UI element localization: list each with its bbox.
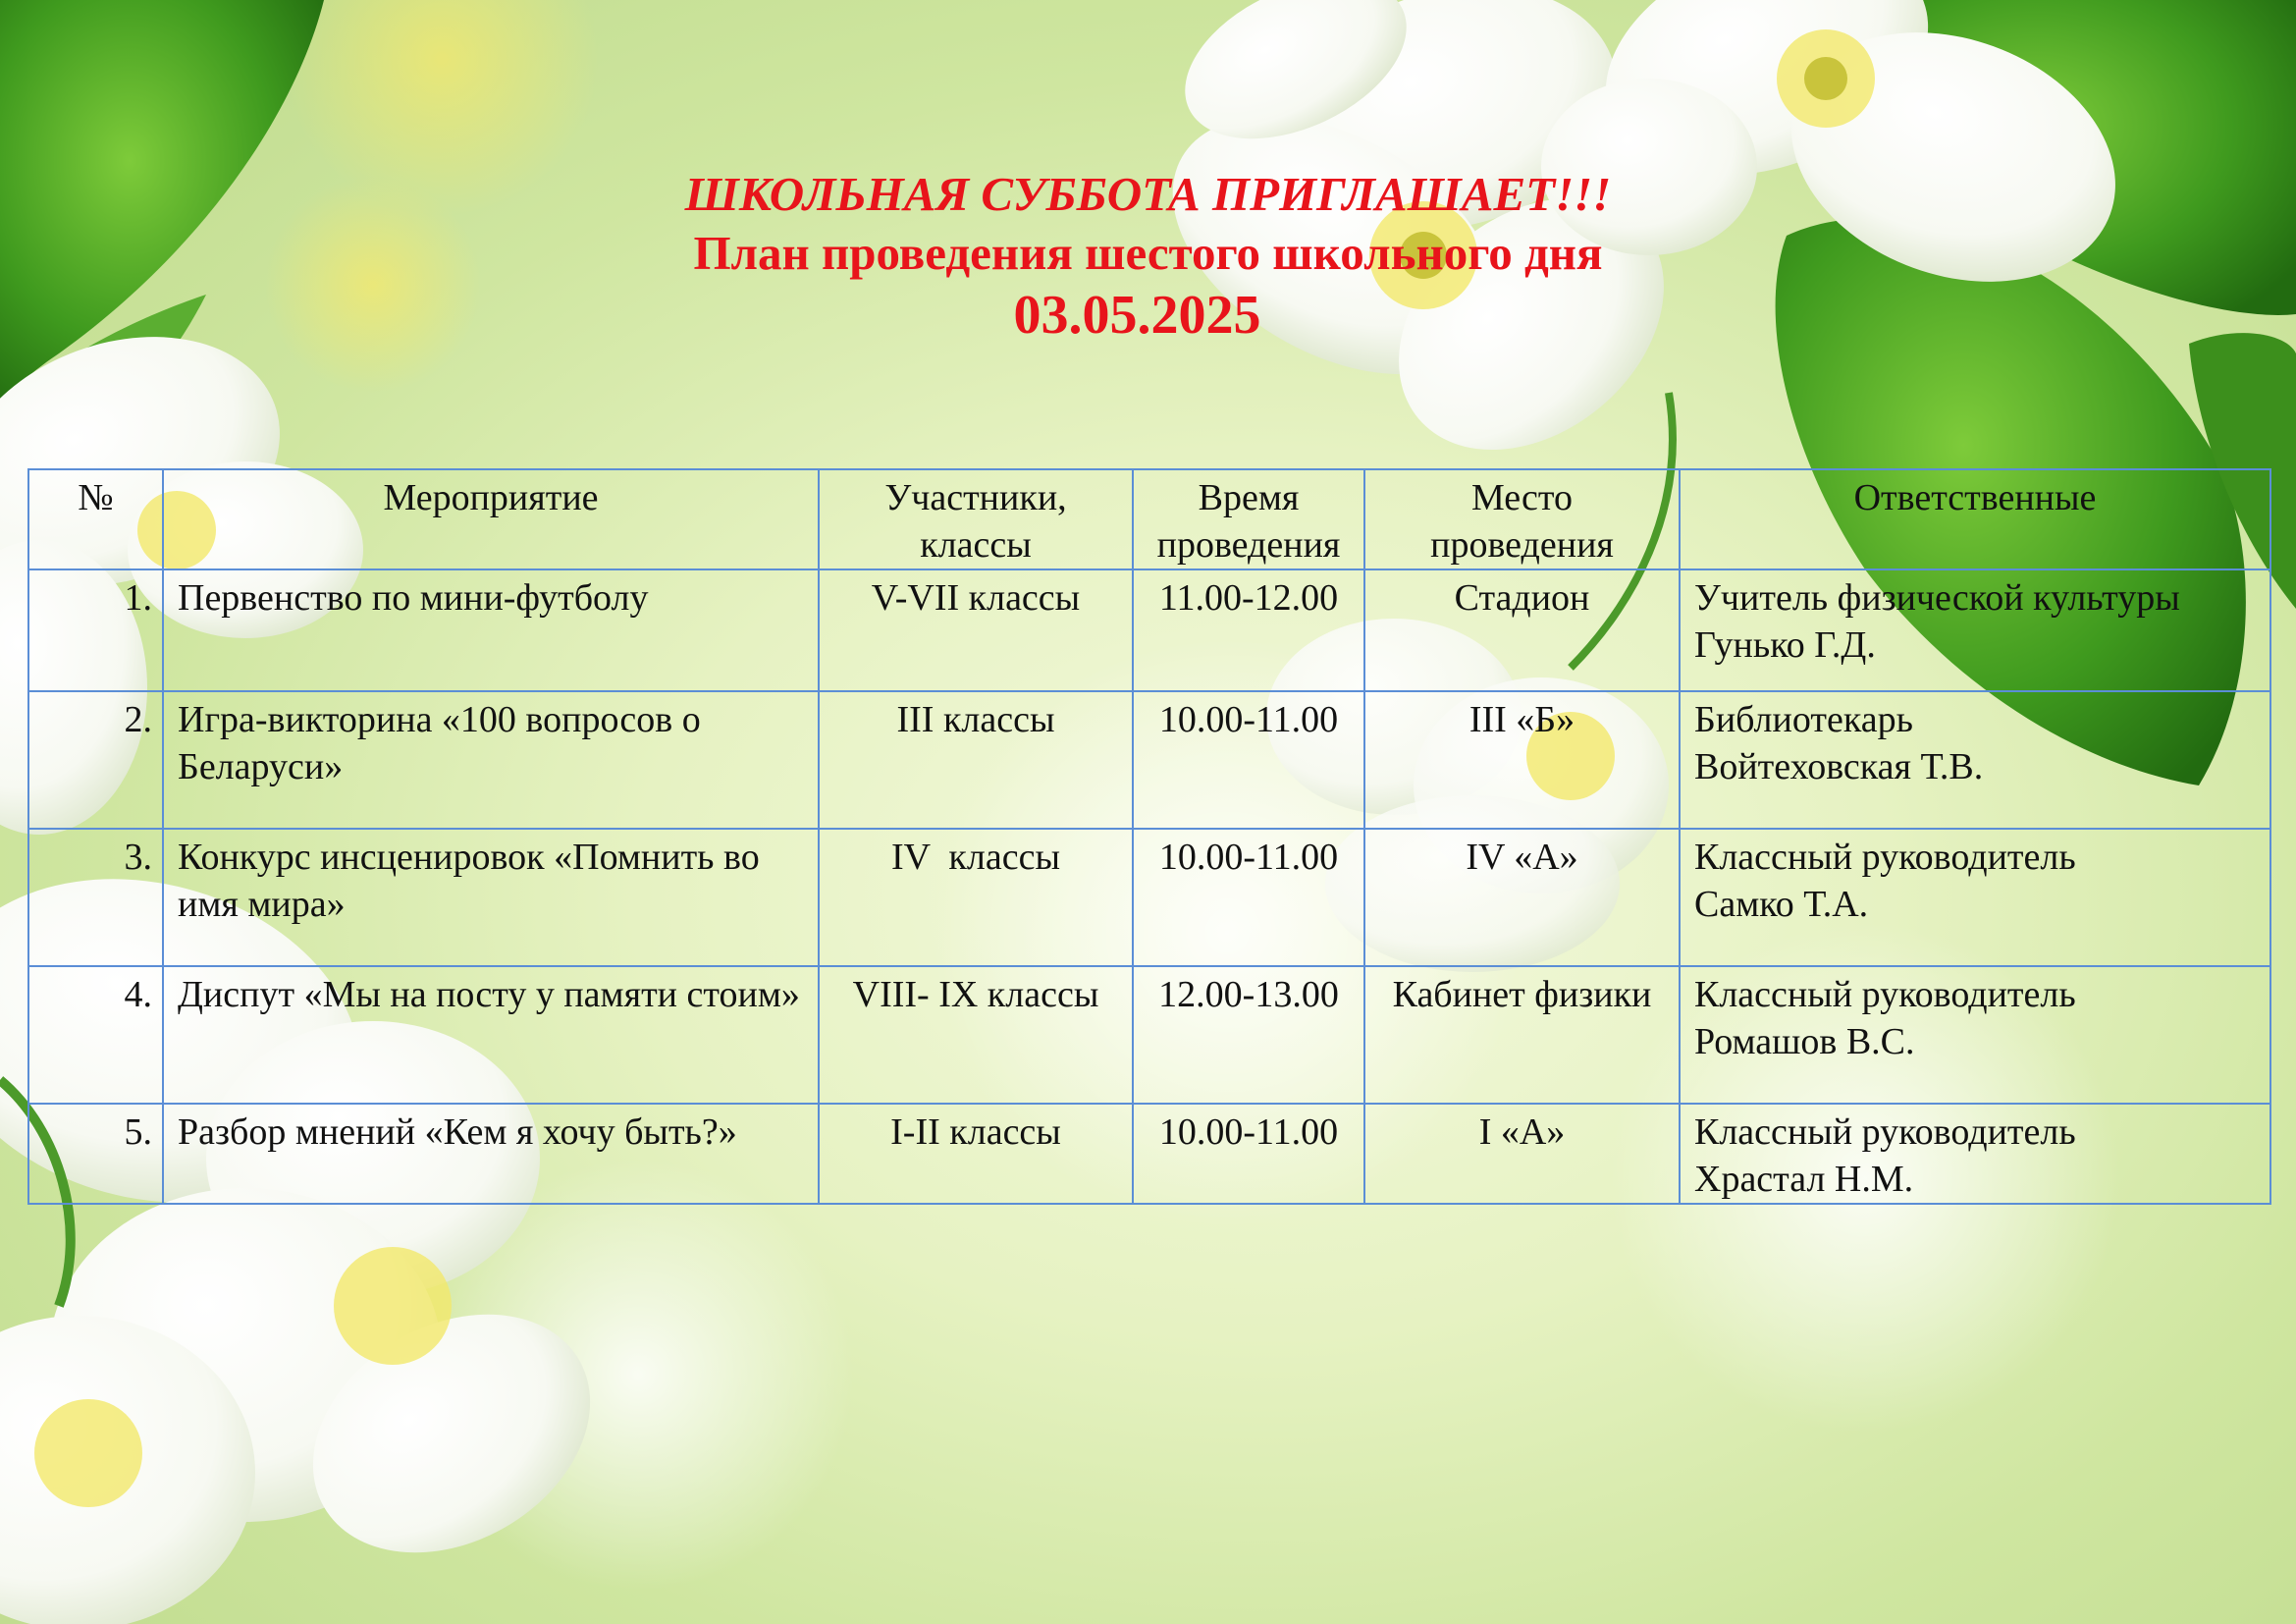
cell-place: III «Б»	[1364, 691, 1680, 829]
cell-place: Стадион	[1364, 569, 1680, 691]
responsible-name: Самко Т.А.	[1694, 884, 1869, 925]
responsible-role: Библиотекарь	[1694, 699, 1913, 740]
table-row	[28, 1104, 2270, 1204]
cell-participants: I-II классы	[819, 1104, 1133, 1204]
cell-event: Диспут «Мы на посту у памяти стоим»	[163, 966, 819, 1104]
responsible-name: Ромашов В.С.	[1694, 1021, 1915, 1062]
cell-event: Первенство по мини-футболу	[163, 569, 819, 691]
cell-time: 11.00-12.00	[1133, 569, 1364, 691]
cell-time: 10.00-11.00	[1133, 829, 1364, 966]
column-header-place: Место проведения	[1364, 469, 1680, 569]
cell-event: Игра-викторина «100 вопросов о Беларуси»	[163, 691, 819, 829]
cell-participants: IV классы	[819, 829, 1133, 966]
responsible-name: Гунько Г.Д.	[1694, 624, 1876, 666]
table-row	[28, 966, 2270, 1104]
cell-responsible	[1680, 691, 2270, 829]
document-header	[0, 165, 2296, 348]
cell-time: 12.00-13.00	[1133, 966, 1364, 1104]
responsible-role: Классный руководитель	[1694, 837, 2076, 878]
header-date: 03.05.2025	[1013, 285, 1261, 346]
header-plan-title: План проведения шестого школьного дня	[693, 226, 1603, 280]
cell-responsible	[1680, 829, 2270, 966]
cell-responsible	[1680, 966, 2270, 1104]
cell-responsible	[1680, 569, 2270, 691]
cell-time: 10.00-11.00	[1133, 1104, 1364, 1204]
column-header-responsible: Ответственные	[1680, 469, 2270, 569]
column-header-participants: Участники, классы	[819, 469, 1133, 569]
responsible-role: Учитель физической культуры	[1694, 577, 2180, 619]
table-row	[28, 691, 2270, 829]
header-invitation: ШКОЛЬНАЯ СУББОТА ПРИГЛАШАЕТ!!!	[684, 167, 1612, 221]
cell-num: 3.	[28, 829, 163, 966]
schedule-table	[27, 468, 2271, 1205]
cell-place: I «А»	[1364, 1104, 1680, 1204]
responsible-role: Классный руководитель	[1694, 1111, 2076, 1153]
column-header-event: Мероприятие	[163, 469, 819, 569]
table-row	[28, 829, 2270, 966]
cell-responsible	[1680, 1104, 2270, 1204]
cell-participants: VIII- IX классы	[819, 966, 1133, 1104]
cell-place: IV «А»	[1364, 829, 1680, 966]
table-row	[28, 569, 2270, 691]
responsible-role: Классный руководитель	[1694, 974, 2076, 1015]
cell-participants: V-VII классы	[819, 569, 1133, 691]
cell-num: 5.	[28, 1104, 163, 1204]
table-header-row	[28, 469, 2270, 569]
cell-event: Разбор мнений «Кем я хочу быть?»	[163, 1104, 819, 1204]
cell-place: Кабинет физики	[1364, 966, 1680, 1104]
column-header-num: №	[28, 469, 163, 569]
cell-num: 2.	[28, 691, 163, 829]
column-header-time: Время проведения	[1133, 469, 1364, 569]
responsible-name: Храстал Н.М.	[1694, 1159, 1914, 1200]
responsible-name: Войтеховская Т.В.	[1694, 746, 1984, 787]
cell-event: Конкурс инсценировок «Помнить во имя мира»	[163, 829, 819, 966]
cell-num: 1.	[28, 569, 163, 691]
cell-participants: III классы	[819, 691, 1133, 829]
cell-num: 4.	[28, 966, 163, 1104]
cell-time: 10.00-11.00	[1133, 691, 1364, 829]
